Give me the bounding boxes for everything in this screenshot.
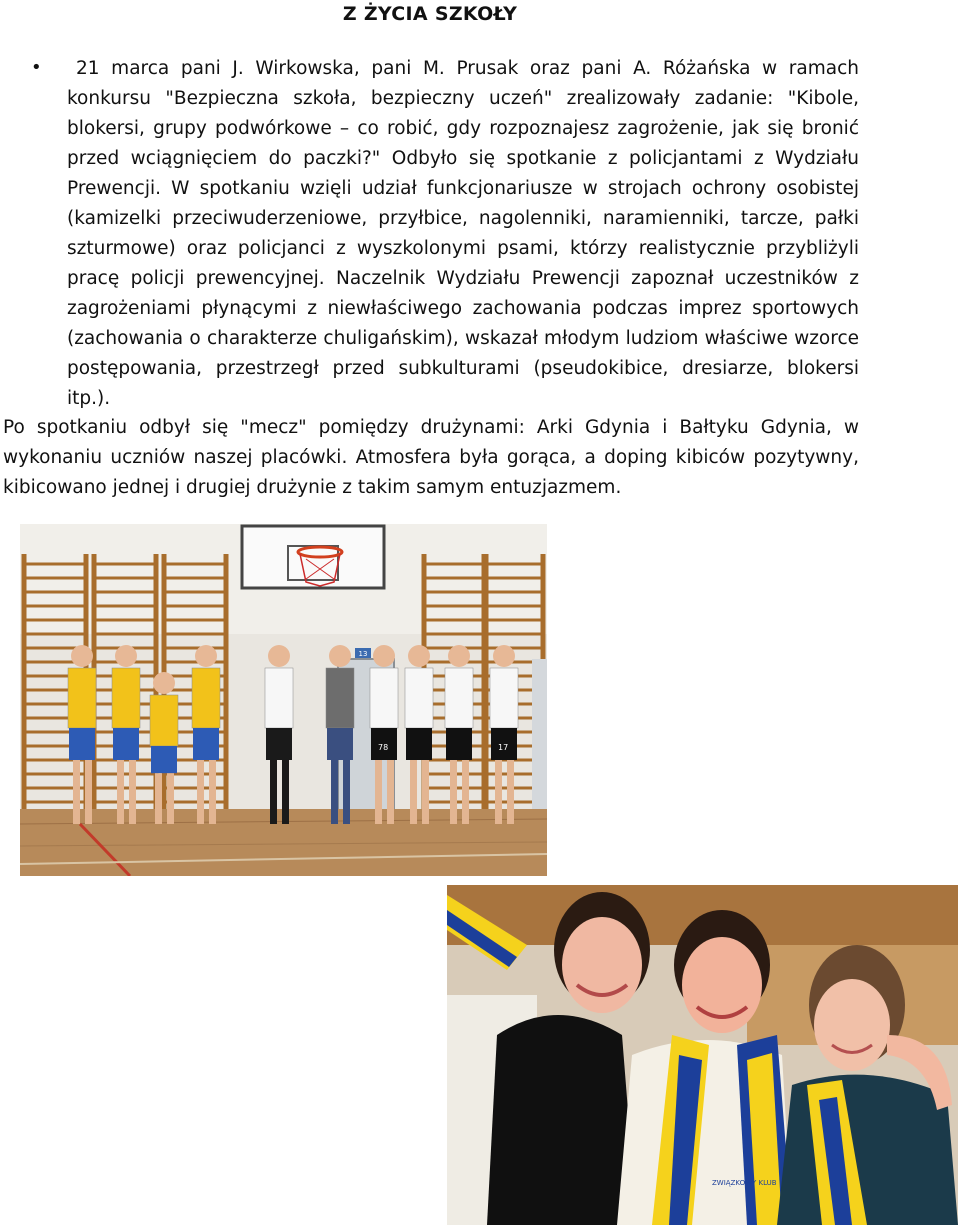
jersey-number: 17 (498, 743, 509, 752)
scarf-text: ZWIĄZKOWY KLUB (712, 1179, 777, 1187)
bullet-paragraph (67, 54, 859, 414)
fans-scarves-photo-drawing (447, 885, 958, 1225)
bullet-paragraph-text: 21 marca pani J. Wirkowska, pani M. Prusak oraz pani A. Różańska w ramach konkursu "Bezpieczna szkoła, bezpieczny uczeń" zrealizowały zadanie: "Kibole, blokersi, grupy podwórkowe – co robić, gdy rozpoznajesz zagrożenie, jak się bronić przed wciągnięciem do paczki?" Odbyło się spotkanie z policjantami z Wydziału Prewencji. W spotkaniu wzięli udział funkcjonariusze w strojach ochrony osobistej (kamizelki przeciwuderzeniowe, przyłbice, nagolenniki, naramienniki, tarcze, pałki szturmowe) oraz policjanci z wyszkolonymi psami, którzy realistycznie przybliżyli pracę policji prewencyjnej. Naczelnik Wydziału Prewencji zapoznał uczestników z zagrożeniami płynącymi z niewłaściwego zachowania podczas imprez sportowych (zachowania o charakterze chuligańskim), wskazał młodym ludziom właściwe wzorce postępowania, przestrzegł przed subkulturami (pseudokibice, dresiarze, blokersi itp.). (67, 58, 859, 409)
gym-group-photo-drawing (20, 524, 547, 876)
fans-scarves-photo (447, 885, 958, 1225)
gym-group-photo (20, 524, 547, 876)
page-title: Z ŻYCIA SZKOŁY (342, 3, 518, 25)
body-paragraph: Po spotkaniu odbył się "mecz" pomiędzy drużynami: Arki Gdynia i Bałtyku Gdynia, w wykonaniu uczniów naszej placówki. Atmosfera była gorąca, a doping kibiców pozytywny, kibicowano jednej i drugiej drużynie z takim samym entuzjazmem. (3, 417, 859, 498)
jersey-number: 78 (378, 743, 389, 752)
door-number: 13 (358, 650, 368, 658)
bullet-marker: • (31, 57, 42, 78)
